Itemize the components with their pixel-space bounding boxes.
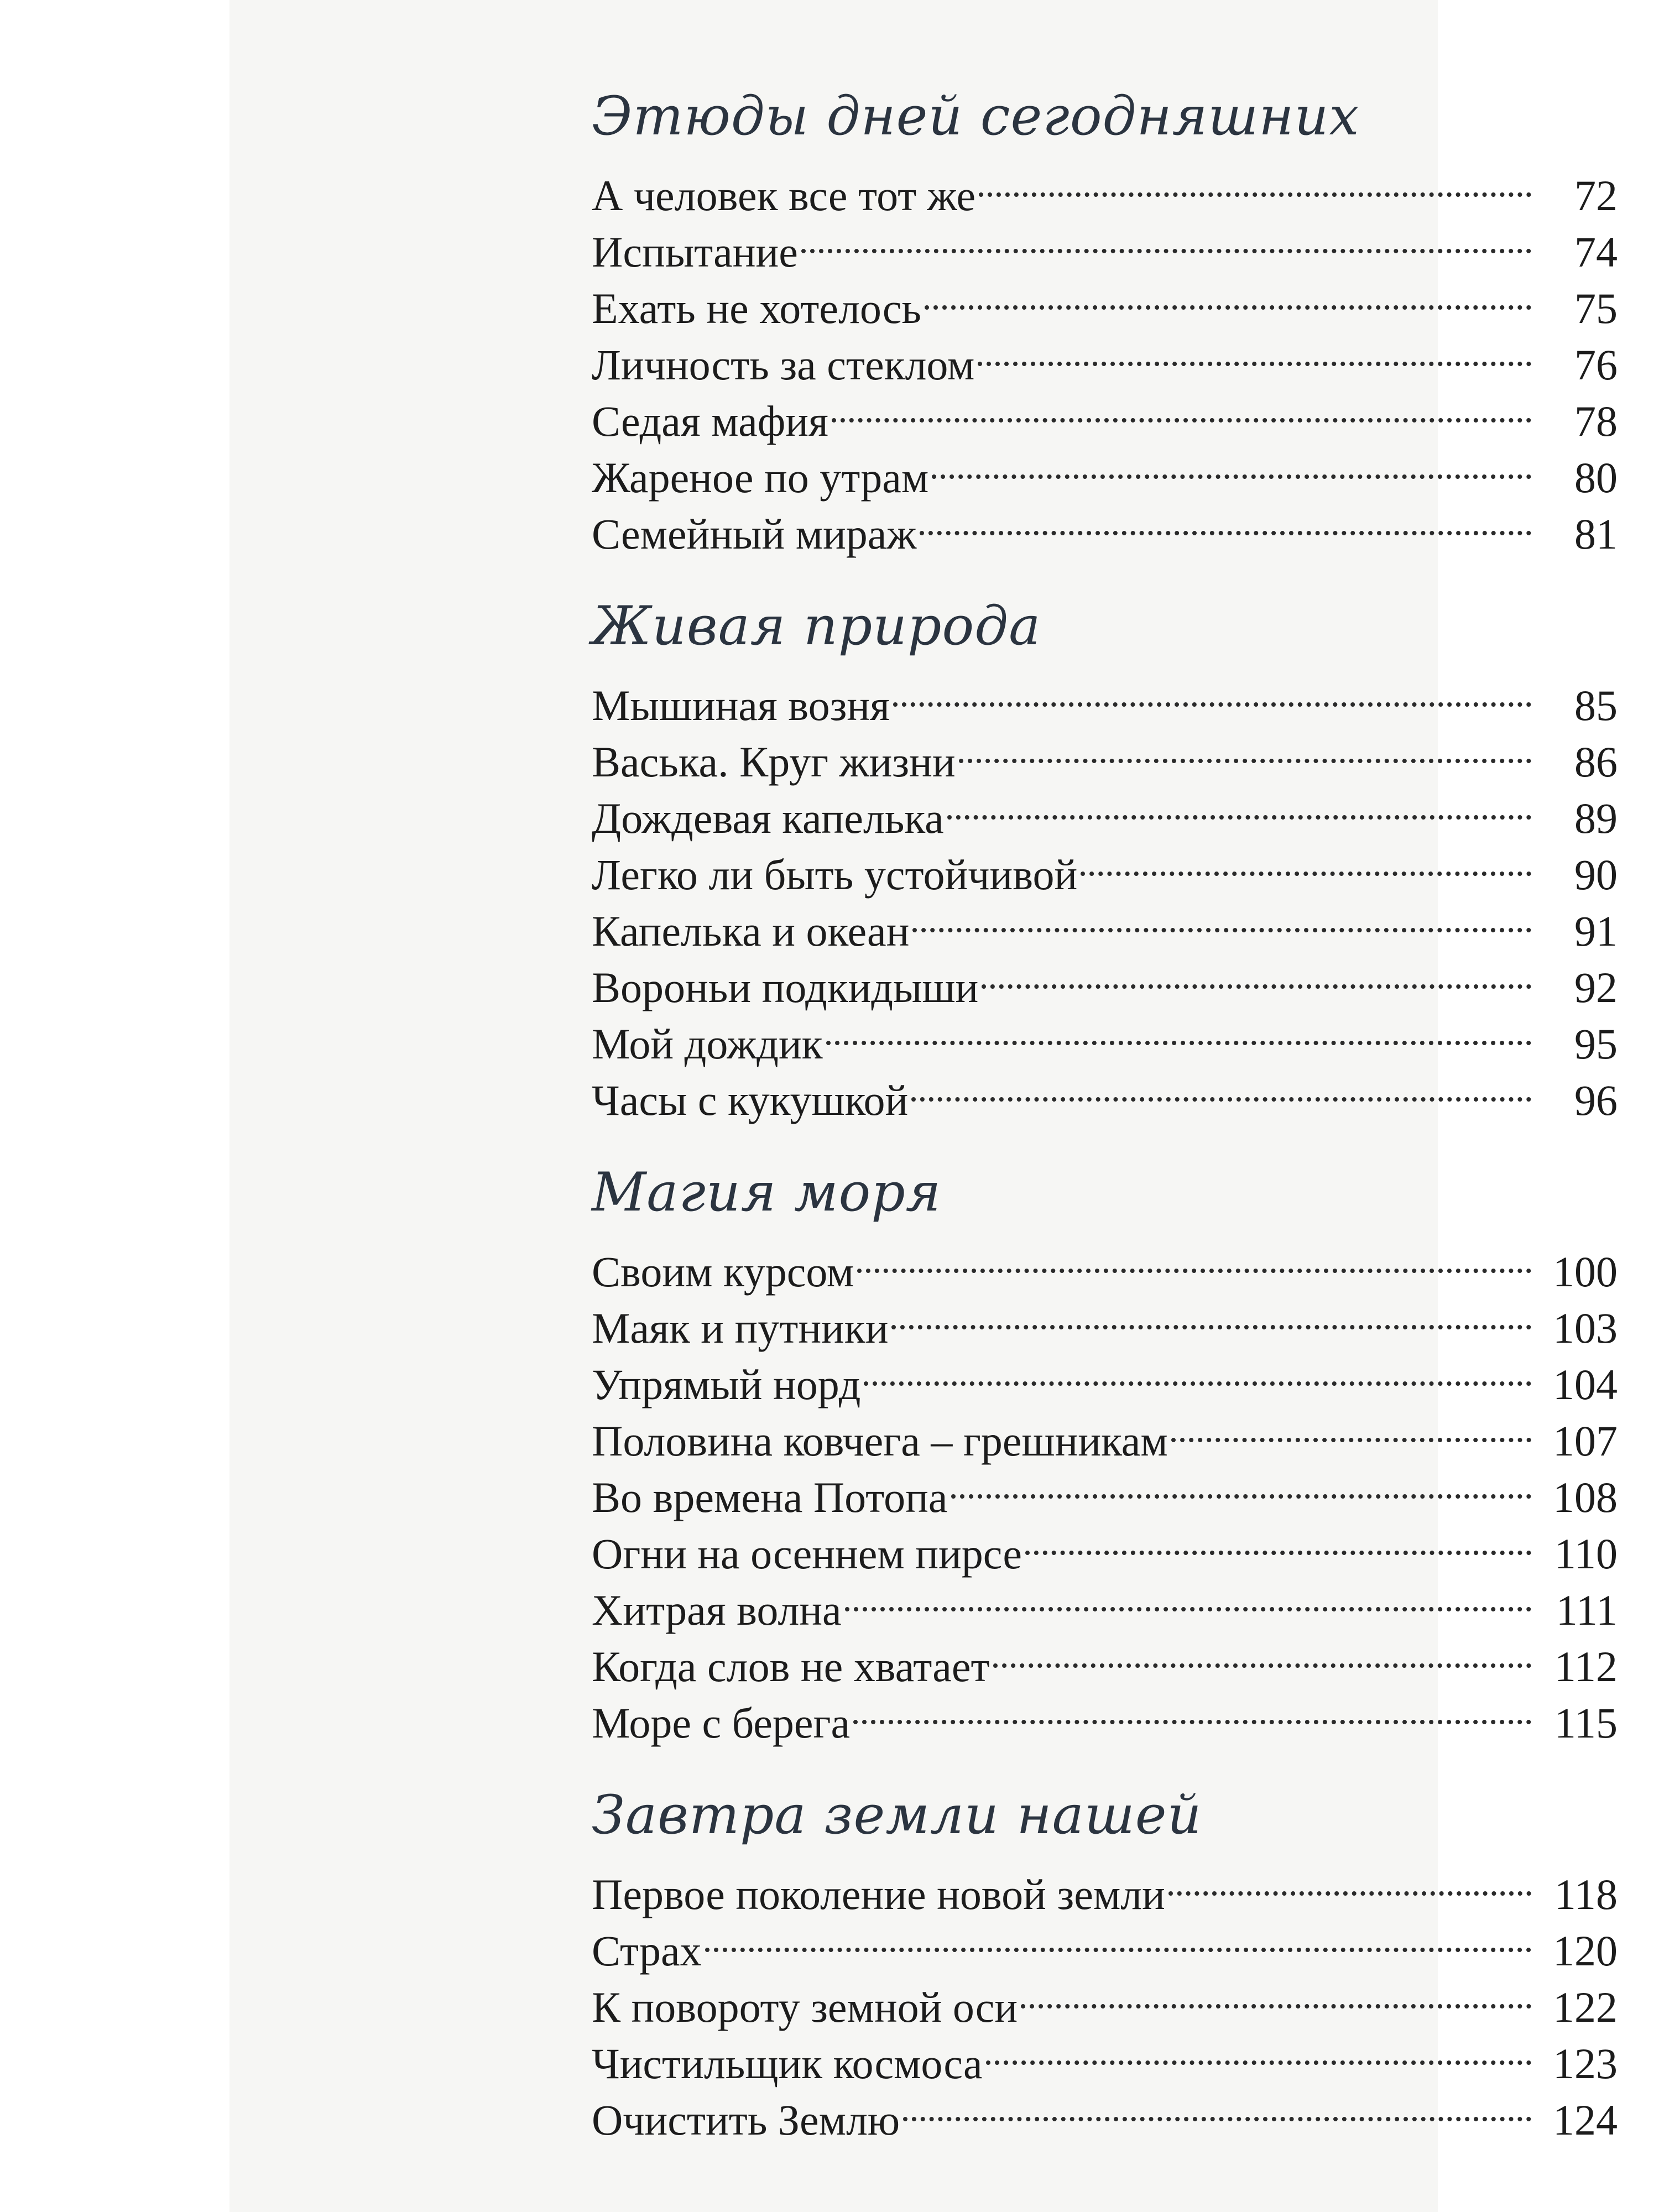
table-of-contents	[592, 83, 1618, 2144]
entry-page-number: 115	[1554, 1699, 1618, 1747]
entry-title: Море с берега	[592, 1699, 851, 1747]
entry-title: Седая мафия	[592, 397, 828, 445]
toc-entry	[592, 1230, 1618, 1296]
entry-title: А человек все тот же	[592, 171, 976, 220]
entry-page-number: 75	[1574, 284, 1618, 332]
entry-page-number: 90	[1574, 851, 1618, 899]
entry-title: Во времена Потопа	[592, 1473, 948, 1521]
entry-page-number: 118	[1554, 1870, 1618, 1918]
entry-page-number: 107	[1553, 1417, 1618, 1465]
entry-title: Дождевая капелька	[592, 794, 944, 842]
toc-entry	[592, 1853, 1618, 1918]
entry-page-number: 81	[1574, 510, 1618, 558]
dot-leader	[857, 1230, 1531, 1286]
entry-page-number: 103	[1553, 1304, 1618, 1352]
dot-leader	[853, 1681, 1531, 1738]
dot-leader	[801, 210, 1531, 267]
entry-title: Мышиная возня	[592, 681, 890, 729]
toc-entry	[592, 1965, 1618, 2031]
dot-leader	[832, 379, 1531, 436]
section-heading: Этюды дней сегодняшних	[592, 85, 1360, 147]
toc-entry	[592, 664, 1618, 729]
entry-title: К повороту земной оси	[592, 1983, 1018, 2031]
entry-page-number: 122	[1553, 1983, 1618, 2031]
dot-leader	[959, 720, 1531, 776]
entry-title: Хитрая волна	[592, 1586, 842, 1634]
toc-entry	[592, 1909, 1618, 1975]
toc-section	[592, 593, 1618, 1124]
entry-title: Половина ковчега – грешникам	[592, 1417, 1168, 1465]
entry-page-number: 112	[1554, 1642, 1618, 1691]
entry-page-number: 124	[1553, 2096, 1618, 2144]
entry-title: Очистить Землю	[592, 2096, 900, 2144]
dot-leader	[1171, 1399, 1531, 1455]
book-page	[229, 0, 1618, 2212]
entry-page-number: 96	[1574, 1076, 1618, 1124]
entry-page-number: 111	[1556, 1586, 1618, 1634]
dot-leader	[932, 436, 1531, 492]
entry-page-number: 89	[1574, 794, 1618, 842]
entry-title: Первое поколение новой земли	[592, 1870, 1165, 1918]
entry-title: Ехать не хотелось	[592, 284, 922, 332]
dot-leader	[845, 1568, 1531, 1625]
dot-leader	[979, 154, 1531, 210]
entry-title: Своим курсом	[592, 1248, 854, 1296]
entry-page-number: 120	[1553, 1927, 1618, 1975]
dot-leader	[912, 889, 1531, 946]
entry-title: Семейный мираж	[592, 510, 917, 558]
entry-title: Чистильщик космоса	[592, 2039, 983, 2088]
dot-leader	[864, 1343, 1531, 1399]
entry-page-number: 123	[1553, 2039, 1618, 2088]
entry-title: Личность за стеклом	[592, 341, 975, 389]
dot-leader	[982, 946, 1531, 1002]
entry-title: Маяк и путники	[592, 1304, 889, 1352]
dot-leader	[993, 1625, 1531, 1681]
entry-title: Страх	[592, 1927, 702, 1975]
toc-entry	[592, 154, 1618, 220]
entry-page-number: 110	[1554, 1530, 1618, 1578]
entry-page-number: 74	[1574, 228, 1618, 276]
entry-page-number: 78	[1574, 397, 1618, 445]
entry-page-number: 108	[1553, 1473, 1618, 1521]
entry-page-number: 91	[1574, 907, 1618, 955]
entry-title: Упрямый норд	[592, 1360, 861, 1408]
entry-page-number: 104	[1553, 1360, 1618, 1408]
entry-title: Часы с кукушкой	[592, 1076, 909, 1124]
dot-leader	[1168, 1853, 1531, 1909]
entry-title: Легко ли быть устойчивой	[592, 851, 1078, 899]
dot-leader	[925, 267, 1531, 323]
dot-leader	[1081, 833, 1531, 889]
toc-section	[592, 1782, 1618, 2144]
dot-leader	[826, 1002, 1531, 1058]
dot-leader	[705, 1909, 1531, 1965]
dot-leader	[1025, 1512, 1531, 1568]
dot-leader	[920, 492, 1531, 549]
entry-page-number: 72	[1574, 171, 1618, 220]
toc-section	[592, 1159, 1618, 1747]
dot-leader	[986, 2022, 1531, 2078]
dot-leader	[1021, 1965, 1531, 2022]
entry-page-number: 80	[1574, 453, 1618, 502]
dot-leader	[978, 323, 1531, 379]
toc-section	[592, 83, 1618, 558]
dot-leader	[893, 664, 1531, 720]
entry-page-number: 85	[1574, 681, 1618, 729]
entry-title: Мой дождик	[592, 1020, 823, 1068]
entry-page-number: 100	[1553, 1248, 1618, 1296]
entry-title: Жареное по утрам	[592, 453, 929, 502]
entry-title: Испытание	[592, 228, 798, 276]
section-heading: Завтра земли нашей	[592, 1784, 1202, 1846]
dot-leader	[951, 1455, 1531, 1512]
dot-leader	[911, 1058, 1531, 1115]
entry-title: Васька. Круг жизни	[592, 738, 956, 786]
dot-leader	[891, 1286, 1531, 1343]
entry-page-number: 86	[1574, 738, 1618, 786]
entry-page-number: 76	[1574, 341, 1618, 389]
entry-page-number: 92	[1574, 963, 1618, 1011]
entry-title: Когда слов не хватает	[592, 1642, 990, 1691]
entry-title: Огни на осеннем пирсе	[592, 1530, 1022, 1578]
dot-leader	[903, 2078, 1531, 2135]
dot-leader	[947, 776, 1531, 833]
entry-title: Вороньи подкидыши	[592, 963, 979, 1011]
entry-title: Капелька и океан	[592, 907, 910, 955]
section-heading: Живая природа	[592, 595, 1041, 657]
section-heading: Магия моря	[592, 1161, 942, 1223]
entry-page-number: 95	[1574, 1020, 1618, 1068]
